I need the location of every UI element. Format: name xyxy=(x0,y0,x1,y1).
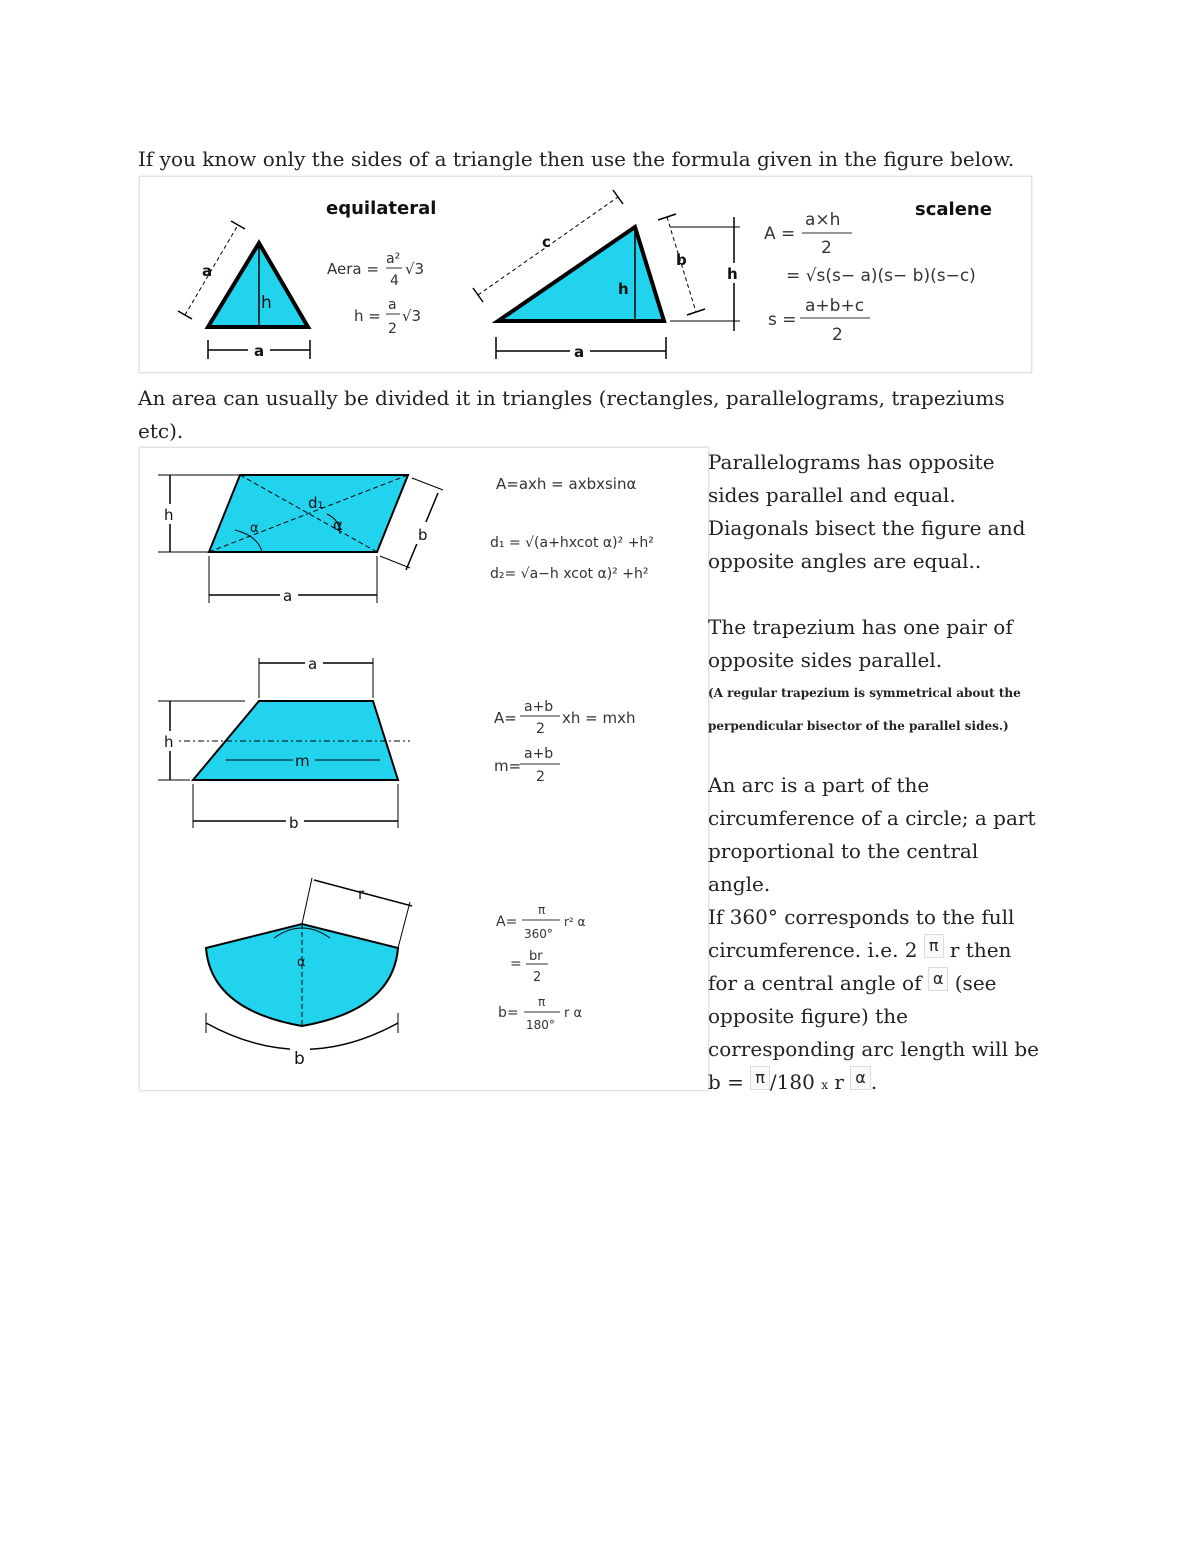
parallelogram-text: Parallelograms has opposite sides parallel and equal. Diagonals bisect the figure and opposite angles are equal.. xyxy=(708,450,1026,573)
pi-symbol-image-2: π xyxy=(750,1066,770,1090)
shapes-figure xyxy=(139,447,709,1091)
equilateral-triangle xyxy=(208,243,308,327)
scalene-triangle xyxy=(498,227,664,321)
par-label-a: a xyxy=(283,587,293,605)
trap-frac-den: 2 xyxy=(536,721,545,737)
trap-A-lhs: A= xyxy=(494,709,517,727)
aera-root: √3 xyxy=(405,260,425,278)
h-root: √3 xyxy=(402,307,422,325)
aera-lhs: Aera = xyxy=(327,260,379,278)
trap-m-den: 2 xyxy=(536,769,545,785)
trap-m-lhs: m= xyxy=(494,757,522,775)
scalene-label-b: b xyxy=(676,251,687,269)
arc-alpha: α xyxy=(297,955,306,970)
alpha-symbol-image: α xyxy=(928,967,949,991)
arc-length-text xyxy=(708,901,1043,1102)
par-d1: d₁ xyxy=(308,494,324,512)
trapezium-text: The trapezium has one pair of opposite sides parallel. xyxy=(708,615,1013,672)
trap-label-m: m xyxy=(295,752,310,770)
par-area-formula: A=axh = axbxsinα xyxy=(496,475,637,493)
heron-formula: = √s(s− a)(s− b)(s−c) xyxy=(786,266,976,286)
h-num: a xyxy=(388,297,397,313)
arc-br-den: 2 xyxy=(533,970,542,985)
arc-length-part-a: If 360° corresponds to the full circumference. i.e. 2 xyxy=(708,905,1015,962)
scalene-label-a: a xyxy=(574,343,585,361)
triangle-figure xyxy=(139,176,1032,373)
side-text-column xyxy=(708,446,1043,1102)
trap-rest: xh = mxh xyxy=(562,709,636,727)
arc-br: br xyxy=(529,949,543,964)
arc-pi-2: π xyxy=(538,995,546,1009)
s-num: a+b+c xyxy=(805,296,865,316)
aera-den: 4 xyxy=(390,273,399,289)
arc-length-part-e: r xyxy=(834,1070,844,1094)
arc-length-part-c: (see opposite figure) the corresponding arc length will be b = xyxy=(708,971,1039,1094)
trap-label-h: h xyxy=(164,733,174,751)
trapezium-note: (A regular trapezium is symmetrical about the perpendicular bisector of the parallel sides.) xyxy=(708,686,1021,733)
pi-symbol-image: π xyxy=(924,934,944,958)
times-small: x xyxy=(821,1078,828,1092)
par-d2-formula: d₂= √a−h xcot α)² +h² xyxy=(490,566,649,582)
trap-label-b: b xyxy=(289,814,299,832)
scalene-label-h-dim: h xyxy=(727,265,738,283)
triangle-figure-svg xyxy=(140,177,1031,372)
arc-b-lhs: b= xyxy=(498,1005,519,1021)
aera-num: a² xyxy=(386,251,401,267)
trap-m-num: a+b xyxy=(524,746,554,762)
equilateral-title: equilateral xyxy=(326,198,437,219)
arc-length-part-d: /180 xyxy=(769,1070,815,1094)
eq-label-a-side: a xyxy=(202,262,213,280)
arc-A-lhs: A= xyxy=(496,914,518,930)
trap-frac-num: a+b xyxy=(524,699,554,715)
arc-text: An arc is a part of the circumference of a circle; a part proportional to the central angle. xyxy=(708,773,1036,896)
alpha-symbol-image-2: α xyxy=(850,1066,871,1090)
scalene-A-den: 2 xyxy=(821,238,832,258)
arc-r2a: r² α xyxy=(564,915,586,929)
trap-label-a: a xyxy=(308,655,318,673)
par-alpha-1: α xyxy=(250,521,259,536)
arc-eq: = xyxy=(510,956,522,972)
arc-pi-1: π xyxy=(538,903,546,917)
intro-text: If you know only the sides of a triangle then use the formula given in the figure below. xyxy=(138,147,1015,171)
par-alpha-2: α xyxy=(333,516,343,534)
eq-label-a-base: a xyxy=(254,342,265,360)
scalene-A-lhs: A = xyxy=(764,224,796,244)
par-label-h: h xyxy=(164,506,174,524)
par-d1-formula: d₁ = √(a+hxcot α)² +h² xyxy=(490,535,654,551)
arc-label-b: b xyxy=(294,1049,305,1069)
scalene-title: scalene xyxy=(915,199,992,220)
scalene-A-num: a×h xyxy=(805,210,841,230)
shapes-figure-svg xyxy=(140,448,708,1090)
h-lhs: h = xyxy=(354,307,381,325)
arc-length-part-b: r then for a central angle of xyxy=(708,938,1012,995)
h-den: 2 xyxy=(388,321,397,337)
scalene-label-c: c xyxy=(542,233,551,251)
scalene-label-h: h xyxy=(618,280,629,298)
arc-label-r: r xyxy=(358,885,365,903)
par-label-b: b xyxy=(418,526,428,544)
divide-text: An area can usually be divided it in triangles (rectangles, parallelograms, trapeziums etc). xyxy=(138,386,1005,443)
arc-ra: r α xyxy=(564,1006,583,1021)
s-den: 2 xyxy=(832,325,843,345)
eq-label-h: h xyxy=(261,293,272,313)
arc-180: 180° xyxy=(526,1018,555,1032)
period: . xyxy=(870,1070,878,1094)
s-lhs: s = xyxy=(768,310,797,330)
arc-360: 360° xyxy=(524,927,553,941)
